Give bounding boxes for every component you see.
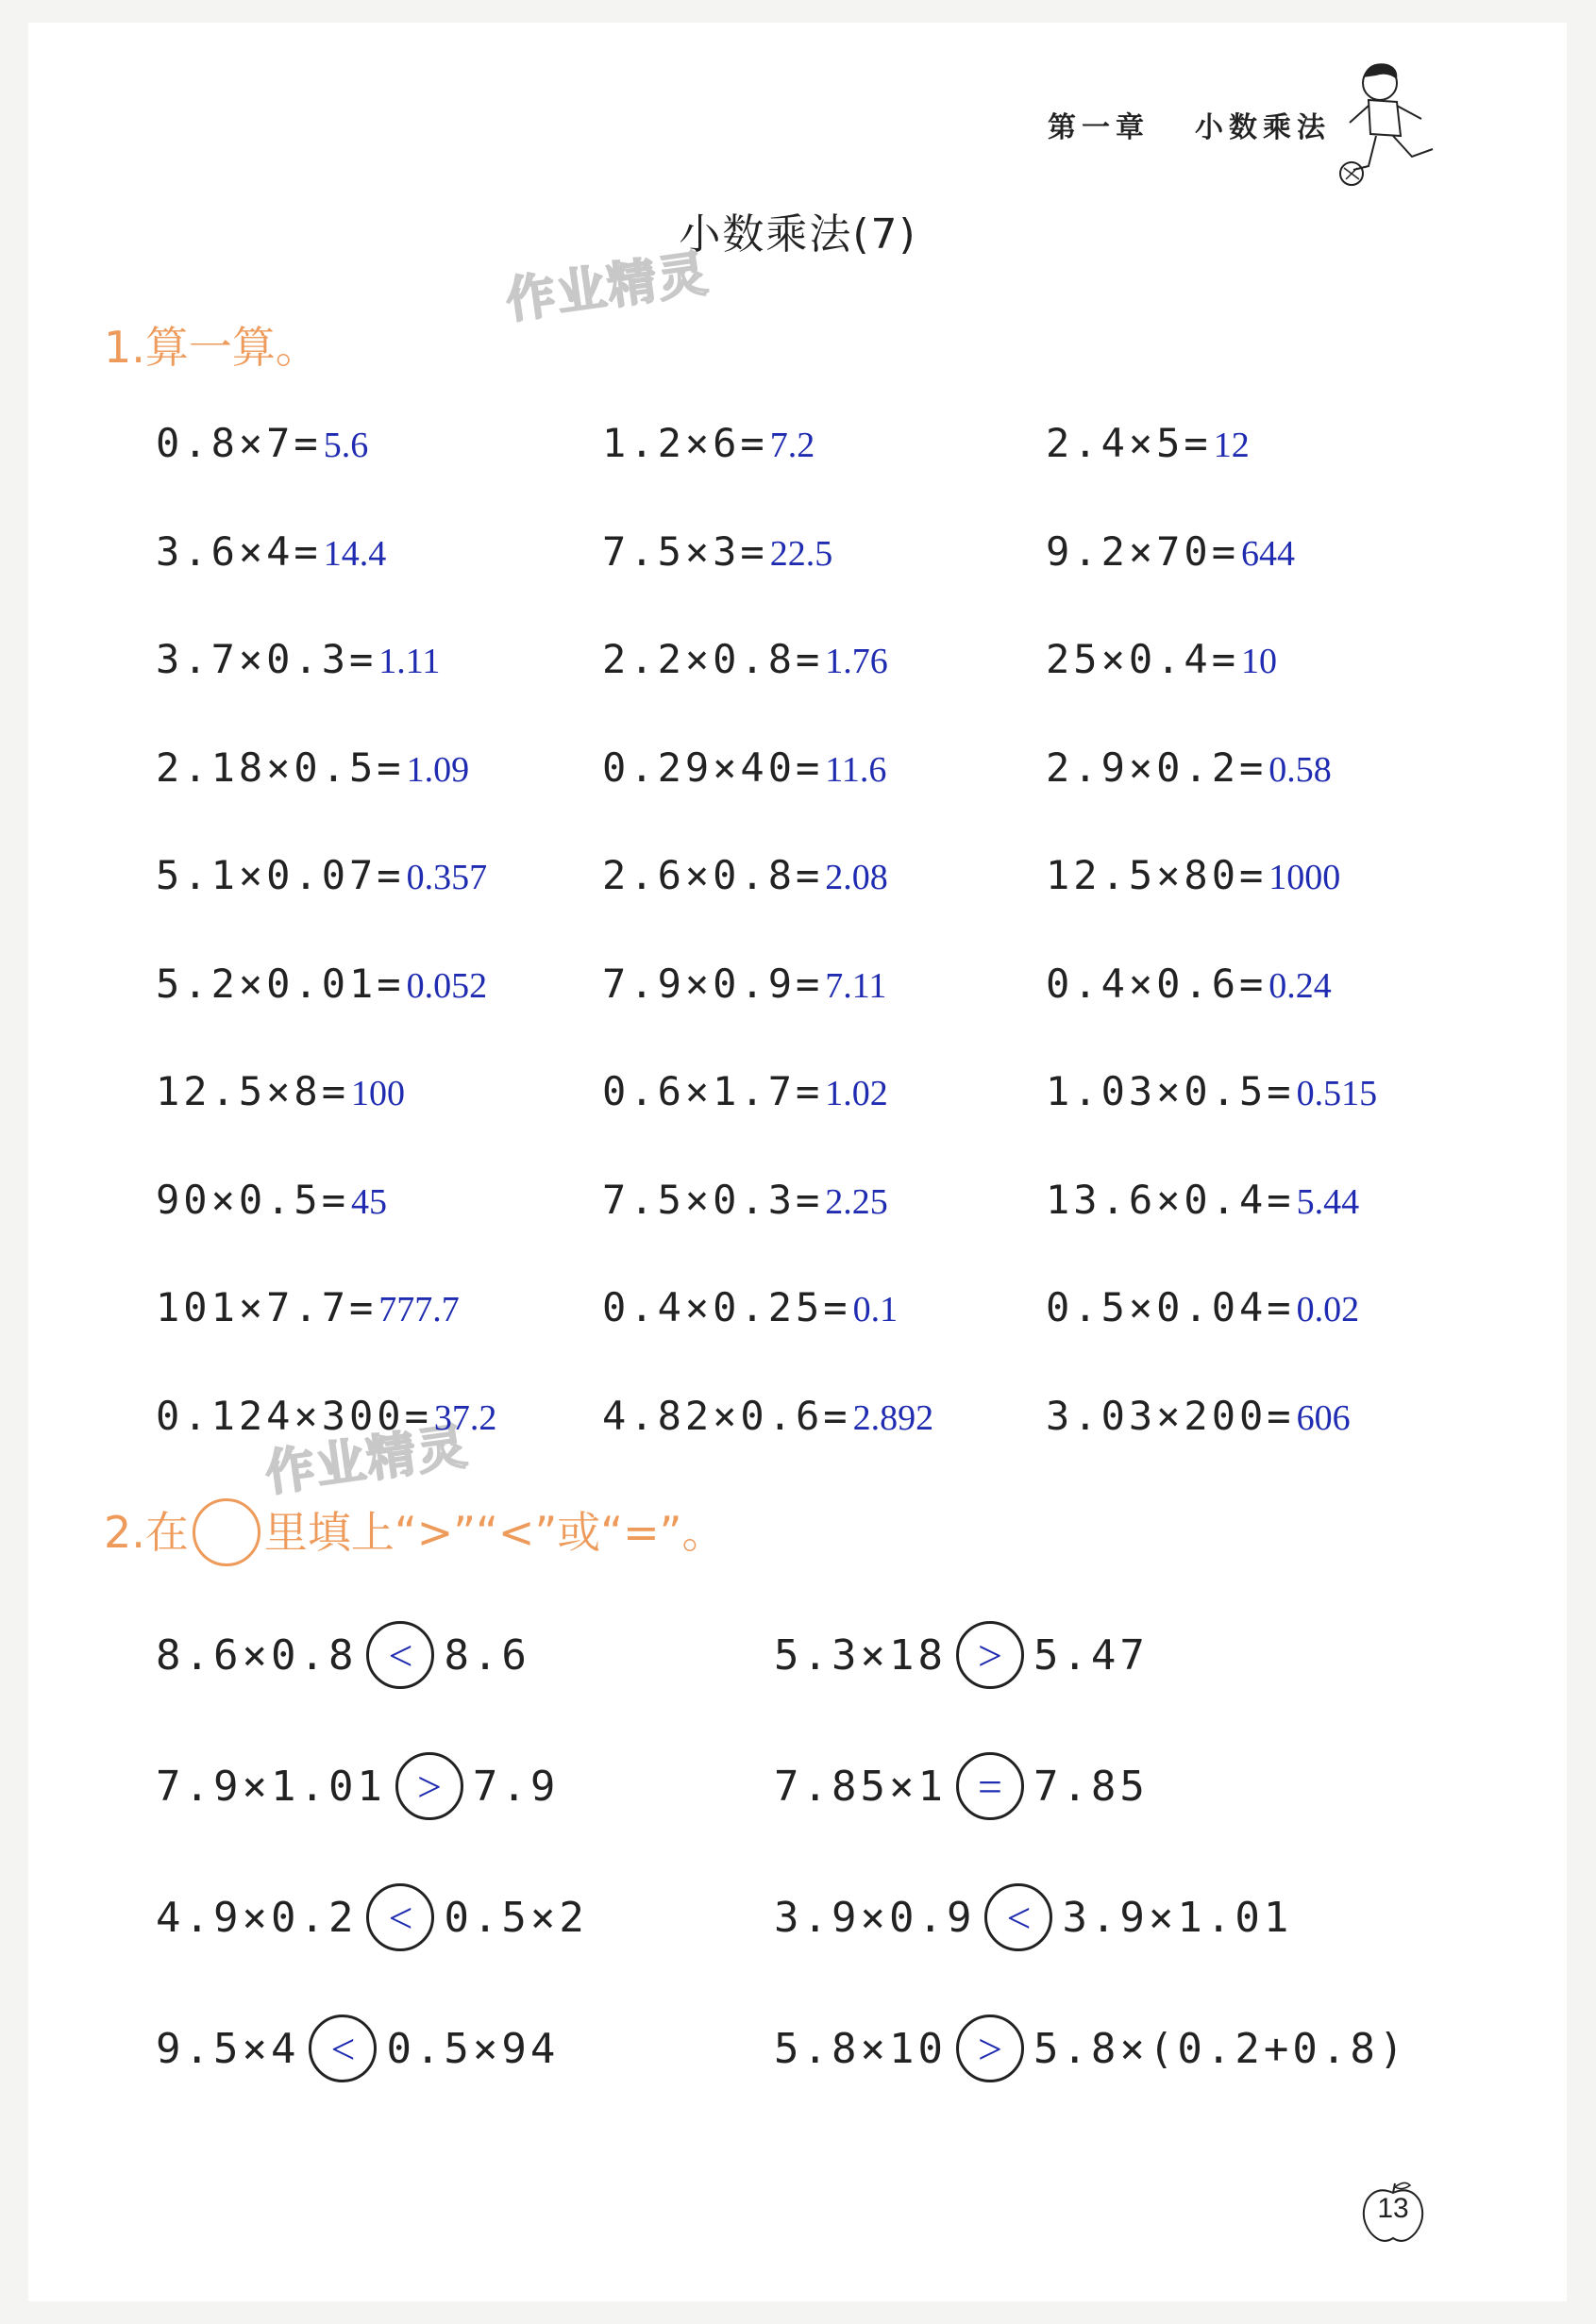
handwritten-answer: 777.7	[378, 1290, 460, 1329]
problem-expression: 2.18×0.5=	[156, 744, 405, 791]
topic-label: 小数乘法	[1195, 111, 1331, 144]
calc-problem	[602, 744, 886, 791]
left-expression: 8.6×0.8	[156, 1630, 358, 1680]
left-expression: 5.8×10	[774, 2024, 947, 2073]
calc-problem	[1046, 852, 1340, 898]
comparison-circle-answer[interactable]: >	[956, 2015, 1024, 2082]
comparison-row	[0, 1883, 1596, 1959]
handwritten-answer: 100	[351, 1074, 406, 1113]
problem-expression: 13.6×0.4=	[1046, 1176, 1295, 1223]
section-2-title-prefix: 2.在	[104, 1507, 189, 1558]
calc-problem	[156, 744, 469, 791]
watermark: 作业精灵	[502, 245, 713, 330]
handwritten-answer: 606	[1296, 1397, 1351, 1438]
comparison-problem	[156, 1752, 559, 1820]
boy-mascot-illustration	[1331, 57, 1453, 189]
calc-problem	[1046, 744, 1332, 791]
calc-problem	[1046, 1177, 1359, 1223]
problem-expression: 0.124×300=	[156, 1392, 432, 1439]
handwritten-answer: 0.1	[852, 1290, 899, 1329]
calc-problem	[156, 852, 487, 898]
right-expression: 7.9	[472, 1762, 560, 1811]
calc-problem	[156, 528, 386, 575]
left-expression: 7.85×1	[774, 1762, 947, 1811]
calc-problem	[156, 1068, 405, 1114]
problem-expression: 2.9×0.2=	[1046, 744, 1268, 791]
calc-problem	[602, 852, 888, 898]
handwritten-answer: 1.02	[825, 1074, 888, 1113]
right-expression: 5.8×(0.2+0.8)	[1033, 2024, 1408, 2073]
calc-problem	[156, 1177, 387, 1223]
right-expression: 5.47	[1033, 1630, 1149, 1680]
page-number-text: 13	[1377, 2193, 1409, 2224]
comparison-circle-answer[interactable]: <	[366, 1621, 434, 1689]
calc-problem	[602, 1393, 933, 1439]
handwritten-answer: 0.02	[1296, 1290, 1360, 1329]
calc-problem	[156, 1284, 460, 1330]
calc-problem	[602, 961, 886, 1007]
watermark: 作业精灵	[261, 1418, 472, 1503]
handwritten-answer: 0.515	[1296, 1074, 1378, 1113]
problem-expression: 101×7.7=	[156, 1284, 378, 1330]
calc-problem	[1046, 961, 1332, 1007]
handwritten-answer: 11.6	[825, 749, 887, 790]
problem-expression: 2.6×0.8=	[602, 852, 824, 898]
comparison-row	[0, 1621, 1596, 1697]
comparison-row	[0, 1752, 1596, 1828]
comparison-problem	[156, 2015, 559, 2082]
calc-problem	[1046, 1284, 1359, 1330]
calc-problem	[156, 961, 487, 1007]
calc-row	[0, 636, 1596, 693]
right-expression: 3.9×1.01	[1062, 1893, 1293, 1942]
handwritten-answer: 0.58	[1268, 749, 1332, 790]
comparison-problem	[156, 1621, 530, 1689]
comparison-problem	[774, 1883, 1292, 1951]
calc-problem	[1046, 1393, 1351, 1439]
handwritten-answer: 7.2	[769, 426, 815, 465]
handwritten-answer: 1.76	[825, 642, 888, 681]
comparison-circle-answer[interactable]: >	[956, 1621, 1024, 1689]
comparison-circle-answer[interactable]: <	[309, 2015, 377, 2082]
calc-row	[0, 744, 1596, 801]
problem-expression: 3.6×4=	[156, 527, 322, 575]
problem-expression: 0.4×0.6=	[1046, 960, 1268, 1007]
handwritten-answer: 14.4	[323, 533, 387, 574]
problem-expression: 9.2×70=	[1046, 527, 1240, 575]
handwritten-answer: 5.44	[1296, 1181, 1360, 1222]
comparison-problem	[774, 2015, 1407, 2082]
handwritten-answer: 22.5	[769, 533, 833, 574]
calc-problem	[1046, 636, 1277, 682]
handwritten-answer: 2.892	[852, 1397, 934, 1438]
calc-problem	[602, 1177, 888, 1223]
chapter-label: 第一章	[1048, 111, 1150, 144]
problem-expression: 2.4×5=	[1046, 420, 1212, 466]
problem-expression: 0.5×0.04=	[1046, 1284, 1295, 1330]
calc-row	[0, 528, 1596, 585]
problem-expression: 0.4×0.25=	[602, 1284, 851, 1330]
problem-expression: 3.7×0.3=	[156, 636, 378, 682]
left-expression: 3.9×0.9	[774, 1893, 976, 1942]
handwritten-answer: 2.25	[825, 1181, 888, 1222]
problem-expression: 2.2×0.8=	[602, 636, 824, 682]
comparison-circle-answer[interactable]: <	[366, 1883, 434, 1951]
calc-problem	[156, 636, 440, 682]
handwritten-answer: 1000	[1268, 858, 1341, 897]
handwritten-answer: 0.24	[1268, 965, 1332, 1006]
section-2-title-suffix: 里填上“>”“<”或“=”。	[263, 1507, 726, 1558]
problem-expression: 12.5×8=	[156, 1068, 350, 1114]
calc-problem	[156, 1393, 496, 1439]
problem-expression: 12.5×80=	[1046, 852, 1268, 898]
problem-expression: 1.2×6=	[602, 420, 768, 466]
calc-row	[0, 1177, 1596, 1233]
section-2-title	[104, 1498, 726, 1570]
calc-problem	[602, 1284, 898, 1330]
left-expression: 4.9×0.2	[156, 1893, 358, 1942]
page-number	[1357, 2180, 1429, 2240]
handwritten-answer: 37.2	[433, 1397, 497, 1438]
handwritten-answer: 1.11	[378, 642, 441, 681]
calc-row	[0, 1068, 1596, 1125]
problem-expression: 0.6×1.7=	[602, 1068, 824, 1114]
problem-expression: 1.03×0.5=	[1046, 1068, 1295, 1114]
problem-expression: 7.5×0.3=	[602, 1176, 824, 1223]
problem-expression: 25×0.4=	[1046, 636, 1240, 682]
section-1-title: 1.算一算。	[104, 322, 319, 373]
handwritten-answer: 10	[1241, 642, 1278, 681]
blank-circle-icon	[193, 1498, 260, 1566]
calc-row	[0, 852, 1596, 909]
problem-expression: 0.29×40=	[602, 744, 824, 791]
calc-problem	[1046, 420, 1250, 466]
calc-problem	[1046, 1068, 1377, 1114]
handwritten-answer: 0.357	[406, 858, 488, 897]
right-expression: 0.5×2	[444, 1893, 588, 1942]
problem-expression: 7.5×3=	[602, 527, 768, 575]
comparison-circle-answer[interactable]: =	[956, 1752, 1024, 1820]
problem-expression: 3.03×200=	[1046, 1392, 1295, 1439]
right-expression: 7.85	[1033, 1762, 1149, 1811]
chapter-header	[1048, 104, 1331, 145]
calc-problem	[156, 420, 368, 466]
comparison-row	[0, 2015, 1596, 2090]
calc-problem	[602, 420, 815, 466]
handwritten-answer: 2.08	[825, 858, 888, 897]
calc-problem	[1046, 528, 1295, 575]
calc-row	[0, 1284, 1596, 1341]
problem-expression: 7.9×0.9=	[602, 960, 824, 1007]
handwritten-answer: 5.6	[323, 426, 369, 465]
problem-expression: 5.1×0.07=	[156, 852, 405, 898]
left-expression: 9.5×4	[156, 2024, 300, 2073]
handwritten-answer: 0.052	[406, 965, 488, 1006]
right-expression: 0.5×94	[386, 2024, 560, 2073]
problem-expression: 5.2×0.01=	[156, 960, 405, 1007]
calc-problem	[602, 1068, 888, 1114]
problem-expression: 4.82×0.6=	[602, 1392, 851, 1439]
problem-expression: 0.8×7=	[156, 420, 322, 466]
problem-expression: 90×0.5=	[156, 1176, 350, 1223]
page-title: 小数乘法(7)	[679, 210, 917, 259]
right-expression: 8.6	[444, 1630, 530, 1680]
calc-row	[0, 420, 1596, 477]
calc-problem	[602, 636, 888, 682]
comparison-circle-answer[interactable]: >	[395, 1752, 463, 1820]
handwritten-answer: 45	[351, 1181, 388, 1222]
calc-row	[0, 961, 1596, 1017]
handwritten-answer: 7.11	[825, 965, 887, 1006]
calc-problem	[602, 528, 832, 575]
comparison-problem	[156, 1883, 588, 1951]
left-expression: 7.9×1.01	[156, 1762, 386, 1811]
calc-row	[0, 1393, 1596, 1449]
handwritten-answer: 12	[1213, 426, 1250, 465]
comparison-circle-answer[interactable]: <	[984, 1883, 1052, 1951]
handwritten-answer: 644	[1241, 533, 1296, 574]
handwritten-answer: 1.09	[406, 749, 470, 790]
comparison-problem	[774, 1752, 1149, 1820]
left-expression: 5.3×18	[774, 1630, 947, 1680]
comparison-problem	[774, 1621, 1149, 1689]
